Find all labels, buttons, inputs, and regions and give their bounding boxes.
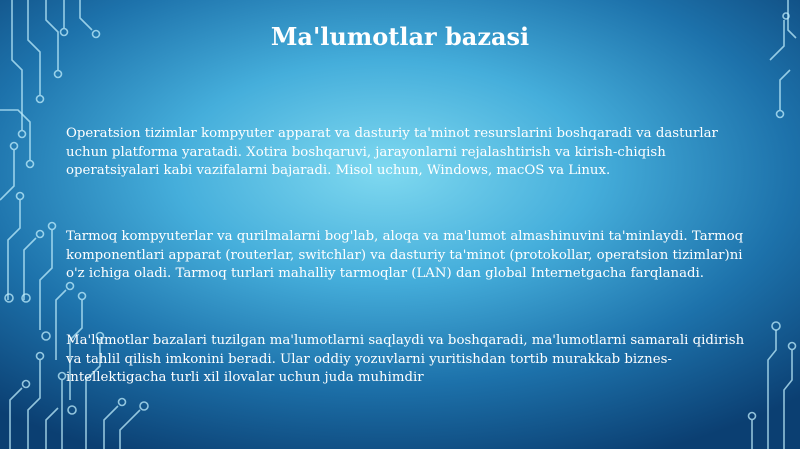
- paragraph-operating-systems: Operatsion tizimlar kompyuter apparat va dasturiy ta'minot resurslarini boshqaradi va dasturlar uchun platforma yaratadi. Xotira boshqaruvi, jarayonlarni rejalashtirish va kirish-chiqish operatsiyalari kabi vazifalarni bajaradi. Misol uchun, Windows, macOS va Linux.: [66, 126, 718, 178]
- paragraph-databases: Ma'lumotlar bazalari tuzilgan ma'lumotlarni saqlaydi va boshqaradi, ma'lumotlarni samarali qidirish va tahlil qilish imkonini beradi. Ular oddiy yozuvlarni yuritishdan tortib murakkab biznes-intellektigacha turli xil ilovalar uchun juda muhimdir: [66, 333, 745, 385]
- paragraph-networks: Tarmoq kompyuterlar va qurilmalarni bog'lab, aloqa va ma'lumot almashinuvini ta'minlaydi. Tarmoq komponentlari apparat (routerlar, switchlar) va dasturiy ta'minot (protokollar, operatsion tizimlar)ni o'z ichiga oladi. Tarmoq turlari mahalliy tarmoqlar (LAN) dan global Internetgacha farqlanadi.: [66, 229, 744, 281]
- slide-title: Ma'lumotlar bazasi: [270, 22, 530, 51]
